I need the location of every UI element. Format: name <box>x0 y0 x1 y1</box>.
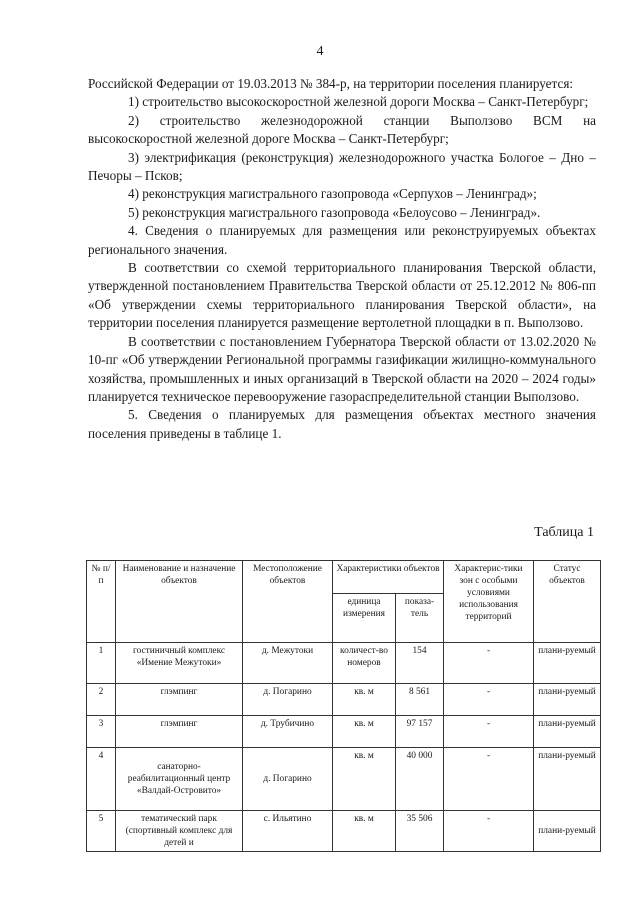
cell-location: д. Трубичино <box>243 716 333 748</box>
table-row <box>87 643 601 684</box>
paragraph: Российской Федерации от 19.03.2013 № 384-р, на территории поселения планируется: <box>88 76 574 91</box>
cell-zones: - <box>444 811 534 852</box>
objects-table <box>86 560 601 852</box>
section-heading: 4. Сведения о планируемых для размещения или реконструируемых объектах регионального значения. <box>88 223 596 257</box>
paragraph: В соответствии с постановлением Губернатора Тверской области от 13.02.2020 № 10-пг «Об утверждении Региональной программы газификации жилищно-коммунального хозяйства, промышленных и иных организаций в Тверской области на 2020 – 2024 годы» планируется техническое перевооружение газораспределительной станции Выползово. <box>88 333 596 404</box>
cell-value: 8 561 <box>396 684 444 716</box>
cell-num: 3 <box>87 716 116 748</box>
table-row <box>87 748 601 811</box>
header-unit: единица измерения <box>333 594 396 643</box>
cell-name: глэмпинг <box>116 684 243 716</box>
header-characteristics: Характеристики объектов <box>333 561 444 594</box>
table-row <box>87 811 601 852</box>
cell-status: плани-руемый <box>534 748 601 811</box>
cell-unit: кв. м <box>333 748 396 811</box>
paragraph: 5. Сведения о планируемых для размещения объектах местного значения поселения приведены в таблице 1. <box>88 407 596 441</box>
table-caption: Таблица 1 <box>534 525 594 540</box>
header-zones: Характерис-тики зон с особыми условиями использования территорий <box>444 561 534 643</box>
cell-name: тематический парк (спортивный комплекс для детей и <box>116 811 243 852</box>
cell-unit: кв. м <box>333 716 396 748</box>
list-item: 4) реконструкция магистрального газопровода «Серпухов – Ленинград»; <box>128 186 537 202</box>
cell-unit: кв. м <box>333 684 396 716</box>
header-location: Местоположение объектов <box>243 561 333 643</box>
list-item: 3) электрификация (реконструкция) железнодорожного участка Бологое – Дно – Печоры – Псков; <box>88 149 596 184</box>
cell-num: 4 <box>87 748 116 811</box>
cell-status: плани-руемый <box>534 684 601 716</box>
table-row <box>87 716 601 748</box>
cell-zones: - <box>444 716 534 748</box>
cell-num: 2 <box>87 684 116 716</box>
document-body <box>88 75 596 443</box>
cell-status: плани-руемый <box>534 716 601 748</box>
header-name: Наименование и назначение объектов <box>116 561 243 643</box>
cell-status: плани-руемый <box>534 811 601 852</box>
cell-location: д. Погарино <box>243 748 333 811</box>
cell-zones: - <box>444 643 534 684</box>
header-status: Статус объектов <box>534 561 601 643</box>
page-number: 4 <box>316 44 324 59</box>
header-value: показа-тель <box>396 594 444 643</box>
cell-location: д. Погарино <box>243 684 333 716</box>
list-item: 1) строительство высокоскоростной железной дороги Москва – Санкт-Петербург; <box>128 94 589 110</box>
cell-location: с. Ильятино <box>243 811 333 852</box>
cell-value: 35 506 <box>396 811 444 852</box>
list-item: 2) строительство железнодорожной станции Выползово ВСМ на высокоскоростной железной дороге Москва – Санкт-Петербург; <box>88 112 596 147</box>
cell-value: 154 <box>396 643 444 684</box>
cell-value: 97 157 <box>396 716 444 748</box>
cell-name: санаторно-реабилитационный центр «Валдай-Островито» <box>116 748 243 811</box>
cell-unit: количест-во номеров <box>333 643 396 684</box>
cell-location: д. Межутоки <box>243 643 333 684</box>
list-item: 5) реконструкция магистрального газопровода «Белоусово – Ленинград». <box>128 204 541 220</box>
cell-num: 5 <box>87 811 116 852</box>
cell-status: плани-руемый <box>534 643 601 684</box>
header-num: № п/п <box>87 561 116 643</box>
paragraph: В соответствии со схемой территориального планирования Тверской области, утвержденной постановлением Правительства Тверской области от 25.12.2012 № 806-пп «Об утверждении схемы территориального планирования Тверской области», на территории поселения планируется размещение вертолетной площадки в п. Выползово. <box>88 260 596 331</box>
table-row <box>87 684 601 716</box>
cell-name: гостиничный комплекс «Имение Межутоки» <box>116 643 243 684</box>
cell-zones: - <box>444 748 534 811</box>
cell-name: глэмпинг <box>116 716 243 748</box>
cell-num: 1 <box>87 643 116 684</box>
cell-unit: кв. м <box>333 811 396 852</box>
cell-zones: - <box>444 684 534 716</box>
cell-value: 40 000 <box>396 748 444 811</box>
